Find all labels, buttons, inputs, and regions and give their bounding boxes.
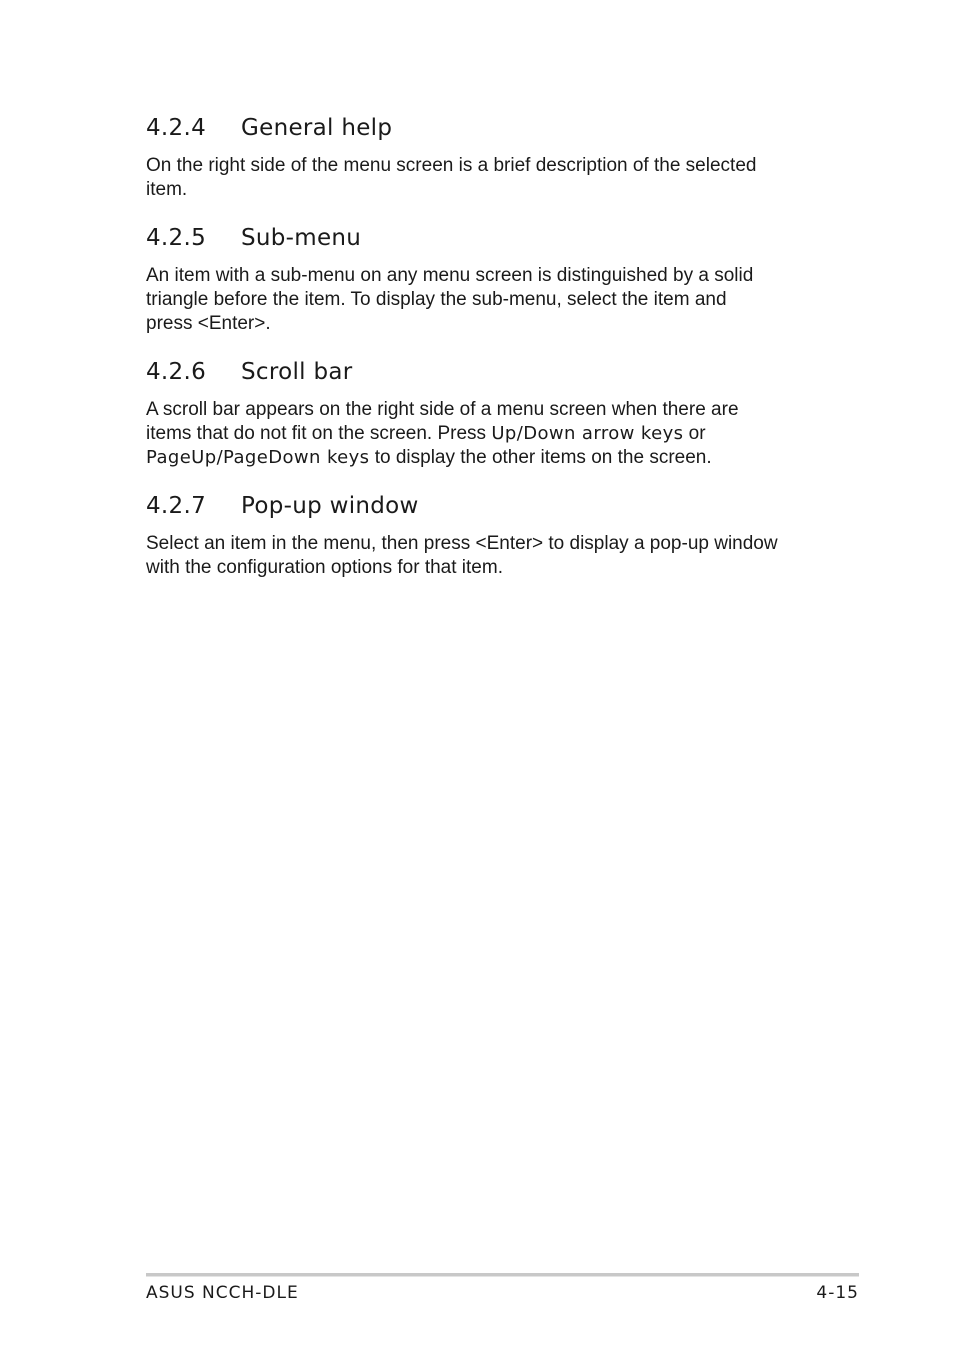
- section-title: General help: [241, 115, 393, 141]
- section-number: 4.2.4: [146, 115, 207, 141]
- section-heading: [146, 490, 826, 522]
- page-footer: [146, 1283, 859, 1307]
- footer-product-name: ASUS NCCH-DLE: [146, 1283, 299, 1303]
- section-heading: [146, 112, 826, 144]
- section-body: [146, 264, 826, 336]
- body-text-segment: to display the other items on the screen.: [369, 447, 712, 468]
- section-title: Scroll bar: [241, 359, 353, 385]
- section-title: Pop-up window: [241, 493, 419, 519]
- footer-divider: [146, 1273, 859, 1277]
- section-scroll-bar: [146, 356, 826, 470]
- page-content: [146, 112, 826, 580]
- body-line: with the configuration options for that item.: [146, 557, 503, 578]
- key-name-pageup-pagedown: PageUp/PageDown keys: [146, 447, 370, 468]
- key-name-up-down: Up/Down arrow keys: [491, 423, 684, 444]
- footer-page-number: 4-15: [816, 1283, 859, 1303]
- section-pop-up-window: [146, 490, 826, 580]
- body-line: A scroll bar appears on the right side of a menu screen when there are: [146, 399, 739, 420]
- section-body: [146, 154, 826, 202]
- section-body: [146, 398, 826, 470]
- section-title: Sub-menu: [241, 225, 362, 251]
- body-line: An item with a sub-menu on any menu screen is distinguished by a solid: [146, 265, 754, 286]
- body-line: Select an item in the menu, then press <Enter> to display a pop-up window: [146, 533, 778, 554]
- body-line: [146, 422, 826, 446]
- body-line: item.: [146, 179, 188, 200]
- section-number: 4.2.6: [146, 359, 207, 385]
- section-number: 4.2.7: [146, 493, 207, 519]
- body-text-segment: or: [683, 423, 706, 444]
- section-heading: [146, 222, 826, 254]
- body-line: On the right side of the menu screen is a brief description of the selected: [146, 155, 757, 176]
- section-general-help: [146, 112, 826, 202]
- body-text-segment: items that do not fit on the screen. Press: [146, 423, 492, 444]
- section-sub-menu: [146, 222, 826, 336]
- body-line: [146, 446, 826, 470]
- section-body: [146, 532, 826, 580]
- body-line: press <Enter>.: [146, 313, 271, 334]
- body-line: triangle before the item. To display the sub-menu, select the item and: [146, 289, 727, 310]
- section-number: 4.2.5: [146, 225, 207, 251]
- section-heading: [146, 356, 826, 388]
